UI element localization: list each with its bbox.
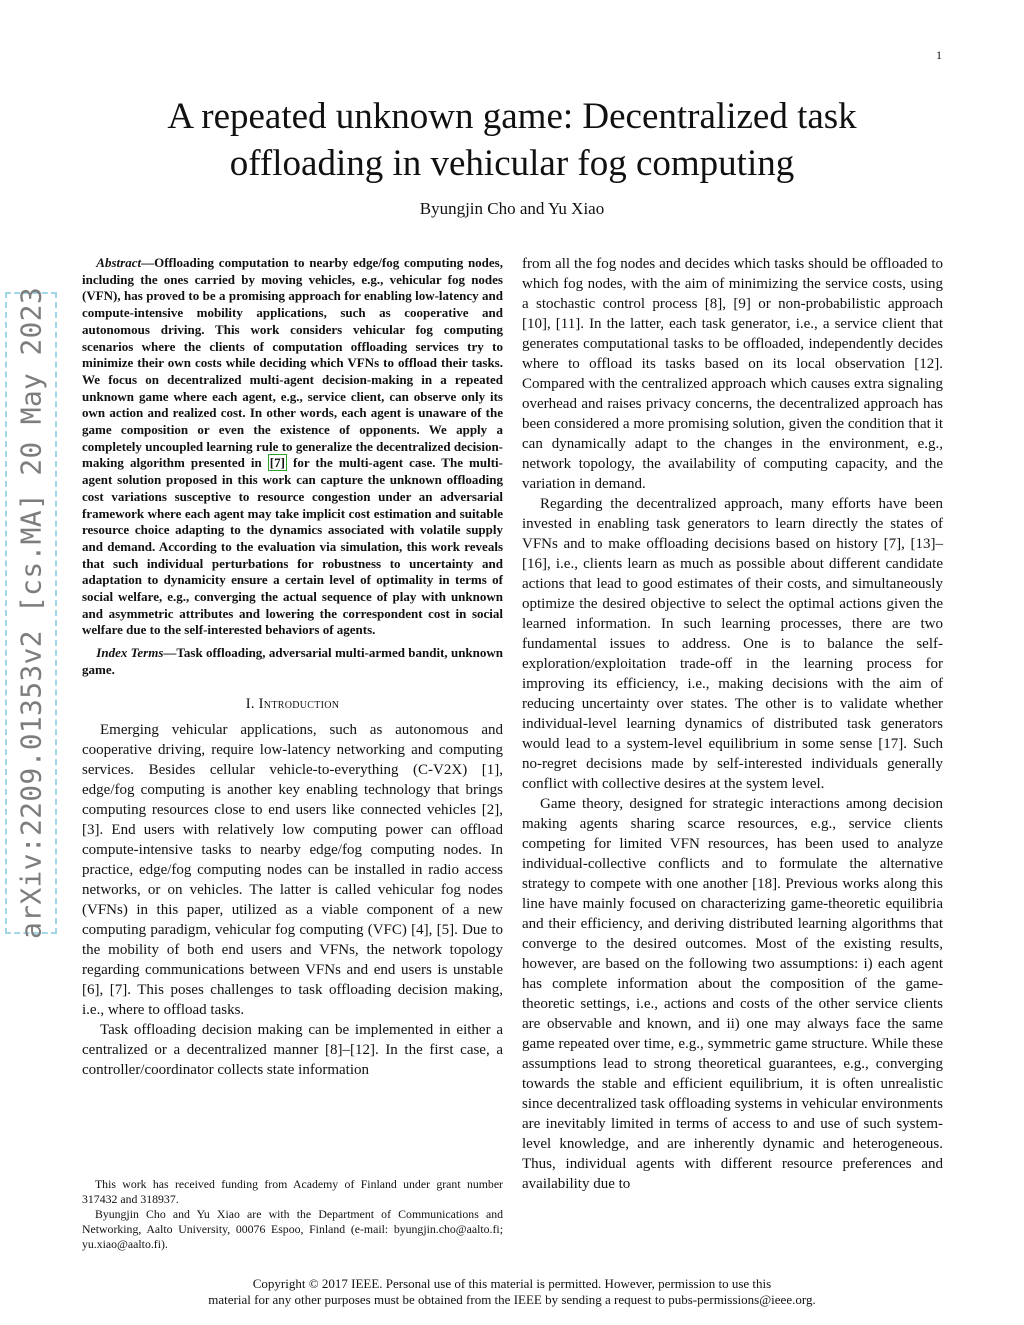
paragraph: Regarding the decentralized approach, many efforts have been invested in enabling task generators to learn directly the states of VFNs and to make offloading decisions based on history [7], [13]–[16], i.e., clients learn as much as possible about different candidate actions that lead to good estimates of their costs, and simultaneously optimize the desired objective to select the optimal actions given the learned information. In such learning processes, there are two fundamental issues to address. One is to balance the self-exploration/exploitation trade-off in the learning process for improving its efficiency, i.e., making decisions with the aim of reducing uncertainty over states. The other is to validate whether individual-level learning dynamics of distributed task generators would lead to a system-level equilibrium in some sense [17]. Such no-regret decisions made by self-interested individuals generally conflict with collective desires at the system level. [522, 496, 943, 792]
copyright-notice [82, 1276, 942, 1308]
section-heading: I. Introduction [245, 695, 340, 712]
index-label: Index Terms [96, 645, 164, 661]
paragraph: from all the fog nodes and decides which tasks should be offloaded to which fog nodes, with the aim of minimizing the service costs, using a stochastic control process [8], [9] or non-probabilistic approach [10], [11]. In the latter, each task generator, i.e., a service client that generates computational tasks to be offloaded, independently decides where to offload its tasks based on its local observation [12]. Compared with the centralized approach which causes extra signaling overhead and raises privacy concerns, the decentralized approach has been considered a more promising solution, given the condition that it can dynamically adapt to the changes in the environment, e.g., network topology, the availability of computing capacity, and the variation in demand. [522, 256, 943, 492]
paragraph: Emerging vehicular applications, such as autonomous and cooperative driving, require low-latency networking and computing services. Besides cellular vehicle-to-everything (C-V2X) [1], edge/fog computing is another key enabling technology that brings computing resources close to end users like connected vehicles [2], [3]. End users with relatively low computing power can offload compute-intensive tasks to nearby edge/fog computing nodes. In practice, edge/fog computing nodes can be installed in radio access networks, or on vehicles. The latter is called vehicular fog nodes (VFNs) in this paper, utilized as a viable component of a new computing paradigm, vehicular fog computing (VFC) [4], [5]. Due to the mobility of both end users and VFNs, the network topology regarding communications between VFNs and end users is unstable [6], [7]. This poses challenges to task offloading decision making, i.e., where to offload tasks. [82, 721, 503, 1018]
footnotes [82, 1177, 503, 1252]
footnote-funding: This work has received funding from Academy of Finland under grant number 317432 and 318937. [82, 1177, 503, 1206]
abstract [82, 255, 503, 639]
abstract-label: Abstract [96, 255, 142, 270]
authors: Byungjin Cho and Yu Xiao [419, 199, 605, 218]
title-line-1: A repeated unknown game: Decentralized task [167, 96, 857, 137]
copyright-line-2: material for any other purposes must be obtained from the IEEE by sending a request to pubs-permissions@ieee.org. [208, 1292, 816, 1307]
arxiv-stamp[interactable] [5, 287, 57, 939]
paragraph: Task offloading decision making can be implemented in either a centralized or a decentralized manner [8]–[12]. In the first case, a controller/coordinator collects state information [82, 1021, 503, 1078]
left-column [82, 255, 503, 1080]
right-column [522, 254, 943, 1194]
index-terms [82, 645, 503, 678]
copyright-line-1: Copyright © 2017 IEEE. Personal use of this material is permitted. However, permission to use this [252, 1276, 772, 1291]
footnote-affiliation: Byungjin Cho and Yu Xiao are with the Department of Communications and Networking, Aalto University, 00076 Espoo, Finland (e-mail: byungjin.cho@aalto.fi; yu.xiao@aalto.fi). [82, 1207, 503, 1251]
paper-title [82, 93, 942, 187]
left-body [82, 720, 503, 1080]
arxiv-id: arXiv:2209.01353v2 [cs.MA] 20 May 2023 [14, 287, 48, 939]
index-text: —Task offloading, adversarial multi-armed bandit, unknown game. [82, 645, 504, 677]
page-number: 1 [936, 48, 942, 62]
citation-link[interactable]: [7] [269, 455, 285, 471]
abstract-tail: for the multi-agent case. The multi-agent solution proposed in this work can capture the unknown offloading cost variations susceptive to resource congestion under an adversarial framework where each agent may take implicit cost estimation and suitable resource choice adapting to the dynamics associated with volatile supply and demand. According to the evaluation via simulation, this work reveals that such individual perturbations for robustness to uncertainty and adaptation to dynamicity ensure a certain level of optimality in terms of social welfare, e.g., converging the actual sequence of play with unknown and asymmetric attributes and lowering the correspondent cost in social welfare due to the self-interested behaviors of agents. [82, 455, 503, 638]
abstract-text: —Offloading computation to nearby edge/fog computing nodes, including the ones carried by moving vehicles, e.g., vehicular fog nodes (VFN), has proved to be a promising approach for enabling low-latency and compute-intensive mobility applications, such as cooperative and autonomous driving. This work considers vehicular fog computing scenarios where the clients of computation offloading services try to minimize their own costs while deciding which VFNs to offload their tasks. We focus on decentralized multi-agent decision-making in a repeated unknown game where each agent, e.g., service client, can observe only its own action and realized cost. In other words, each agent is unaware of the game composition or even the existence of opponents. We apply a completely uncoupled learning rule to generalize the decentralized decision-making algorithm presented in [82, 255, 503, 471]
paragraph: Game theory, designed for strategic interactions among decision making agents sharing scarce resources, e.g., service clients competing for limited VFN resources, has been used to analyze individual-collective conflicts and to formulate the alternative strategy to compete with one another [18]. Previous works along this line have mainly focused on characterizing game-theoretic equilibria and their efficiency, and deriving distributed learning algorithms that converge to the desired outcomes. Most of the existing results, however, are based on the following two assumptions: i) each agent has complete information about the composition of the game-theoretic settings, i.e., actions and costs of the other service clients are observable and known, and ii) one may always face the same game repeated over time, e.g., symmetric game structure. While these assumptions lead to strong theoretical guarantees, e.g., converging towards the stable and efficient equilibrium, it is often unrealistic since decentralized task offloading systems in vehicular environments are inevitably limited in terms of access to and use of such system-level knowledge, and are inherently dynamic and heterogeneous. Thus, individual agents with different resource preferences and availability due to [522, 796, 943, 1192]
title-line-2: offloading in vehicular fog computing [229, 143, 795, 184]
